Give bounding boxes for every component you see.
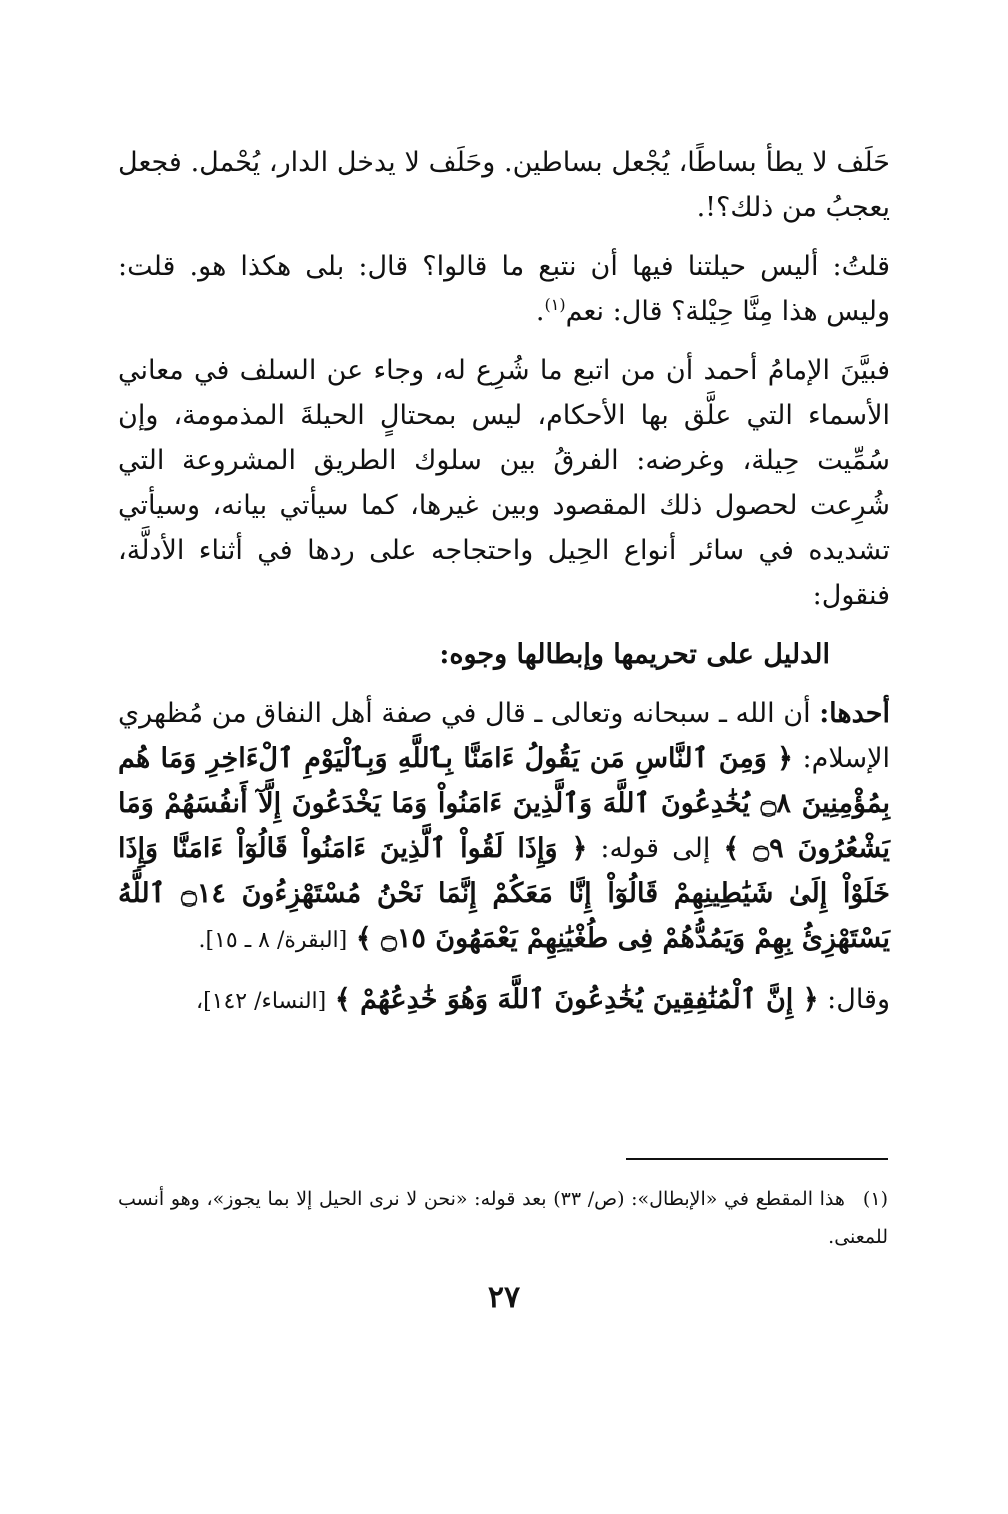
footnote-marker: (١) [544,295,566,314]
paragraph-2-text: قلتُ: أليس حيلتنا فيها أن نتبع ما قالوا؟ قال: بلى هكذا هو. قلت: وليس هذا مِنَّا حِيْلة؟ قال: نعم [118,251,890,327]
paragraph-1 [118,140,890,230]
first-argument-lead: أحدها: [819,698,890,729]
paragraph-second-verse [118,977,890,1024]
paragraph-first-argument [118,691,890,963]
verse-connector: إلى قوله: [600,833,711,864]
quran-verse-2: ﴿ وَإِذَا لَقُواْ ٱلَّذِينَ ءَامَنُواْ قَالُوٓاْ ءَامَنَّا وَإِذَا خَلَوْاْ إِلَىٰ شَيَٰطِينِهِمْ قَالُوٓاْ إِنَّا مَعَكُمْ إِنَّمَا نَحْنُ مُسْتَهْزِءُونَ ۝١٤ ٱللَّهُ يَسْتَهْزِئُ بِهِمْ وَيَمُدُّهُمْ فِى طُغْيَٰنِهِمْ يَعْمَهُونَ ۝١٥ ﴾ [118,833,890,954]
first-argument-intro: أن الله ـ سبحانه وتعالى ـ قال في صفة أهل النفاق من مُظهري الإسلام: [118,698,890,774]
paragraph-3 [118,348,890,618]
paragraph-2 [118,244,890,334]
quran-verse-3: ﴿ إِنَّ ٱلْمُنَٰفِقِينَ يُخَٰدِعُونَ ٱللَّهَ وَهُوَ خَٰدِعُهُمْ ﴾ [334,984,819,1015]
footnote [118,1180,888,1256]
verse-reference-2: [النساء/ ١٤٢]، [195,989,327,1014]
quran-verse-1: ﴿ وَمِنَ ٱلنَّاسِ مَن يَقُولُ ءَامَنَّا بِٱللَّهِ وَبِٱلْيَوْمِ ٱلْءَاخِرِ وَمَا هُم بِمُؤْمِنِينَ ۝٨ يُخَٰدِعُونَ ٱللَّهَ وَٱلَّذِينَ ءَامَنُواْ وَمَا يَخْدَعُونَ إِلَّآ أَنفُسَهُمْ وَمَا يَشْعُرُونَ ۝٩ ﴾ [118,743,890,864]
paragraph-1-text: حَلَف لا يطأ بساطًا، يُجْعل بساطين. وحَلَف لا يدخل الدار، يُحْمل. فجعل يعجبُ من ذلك؟!. [118,147,890,223]
main-text [118,140,890,1038]
page-number: ٢٧ [487,1280,521,1315]
paragraph-2-end: . [535,296,545,327]
footnote-number: (١) [862,1188,888,1210]
section-heading: الدليل على تحريمها وإبطالها وجوه: [439,639,830,670]
verse-reference-1: [البقرة/ ٨ ـ ١٥]. [198,928,348,953]
paragraph-3-text: فبيَّنَ الإمامُ أحمد أن من اتبع ما شُرِع له، وجاء عن السلف في معاني الأسماء التي علَّق بها الأحكام، ليس بمحتالٍ الحيلةَ المذمومة، وإن سُمِّيت حِيلة، وغرضه: الفرقُ بين سلوك الطريق المشروعة التي شُرِعت لحصول ذلك المقصود وبين غيرها، كما سيأتي بيانه، وسيأتي تشديده في سائر أنواع الحِيل واحتجاجه على ردها في أثناء الأدلَّة، فنقول: [118,355,890,611]
footnote-text: هذا المقطع في «الإبطال»: (ص/ ٣٣) بعد قوله: «نحن لا نرى الحيل إلا بما يجوز»، وهو أنسب للمعنى. [118,1188,888,1248]
footnote-divider [626,1158,888,1160]
second-verse-lead: وقال: [827,984,890,1015]
